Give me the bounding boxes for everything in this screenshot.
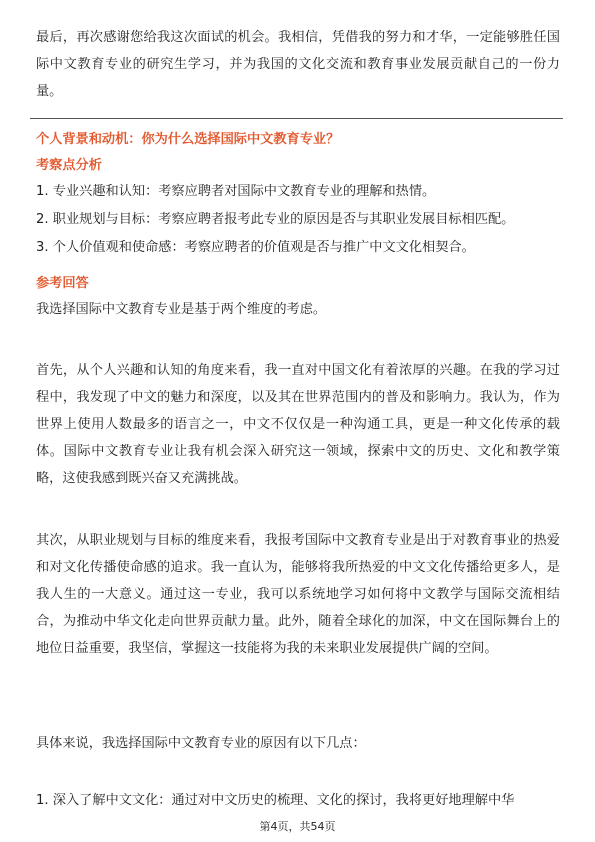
intro-paragraph: 最后，再次感谢您给我这次面试的机会。我相信，凭借我的努力和才华，一定能够胜任国际中文教育专业的研究生学习，并为我国的文化交流和教育事业发展贡献自己的一份力量。	[36, 30, 560, 99]
answer-paragraph-1: 我选择国际中文教育专业是基于两个维度的考虑。	[36, 302, 327, 317]
analysis-point-1: 1. 专业兴趣和认知：考察应聘者对国际中文教育专业的理解和热情。	[36, 184, 436, 199]
analysis-point-3: 3. 个人价值观和使命感：考察应聘者的价值观是否与推广中文文化相契合。	[36, 240, 475, 255]
analysis-point-2: 2. 职业规划与目标：考察应聘者报考此专业的原因是否与其职业发展目标相匹配。	[36, 212, 515, 227]
section-divider	[30, 118, 563, 119]
answer-paragraph-3: 其次，从职业规划与目标的维度来看，我报考国际中文教育专业是出于对教育事业的热爱和对文化传播使命感的追求。我一直认为，能够将我所热爱的中文文化传播给更多人，是我人生的一大意义。通过这一专业，我可以系统地学习如何将中文教学与国际交流相结合，为推动中华文化走向世界贡献力量。此外，随着全球化的加深，中文在国际舞台上的地位日益重要，我坚信，掌握这一技能将为我的未来职业发展提供广阔的空间。	[36, 533, 560, 656]
answer-heading: 参考回答	[36, 276, 89, 291]
analysis-heading: 考察点分析	[36, 158, 102, 173]
page-number: 第4页，共54页	[259, 820, 336, 833]
answer-paragraph-4: 具体来说，我选择国际中文教育专业的原因有以下几点：	[36, 736, 366, 751]
answer-paragraph-2: 首先，从个人兴趣和认知的角度来看，我一直对中国文化有着浓厚的兴趣。在我的学习过程中，我发现了中文的魅力和深度，以及其在世界范围内的普及和影响力。我认为，作为世界上使用人数最多的语言之一，中文不仅仅是一种沟通工具，更是一种文化传承的载体。国际中文教育专业让我有机会深入研究这一领域，探索中文的历史、文化和教学策略，这使我感到既兴奋又充满挑战。	[36, 363, 560, 486]
question-heading: 个人背景和动机：你为什么选择国际中文教育专业？	[36, 132, 340, 147]
answer-list-item-1: 1. 深入了解中文文化：通过对中文历史的梳理、文化的探讨，我将更好地理解中华	[36, 793, 515, 808]
